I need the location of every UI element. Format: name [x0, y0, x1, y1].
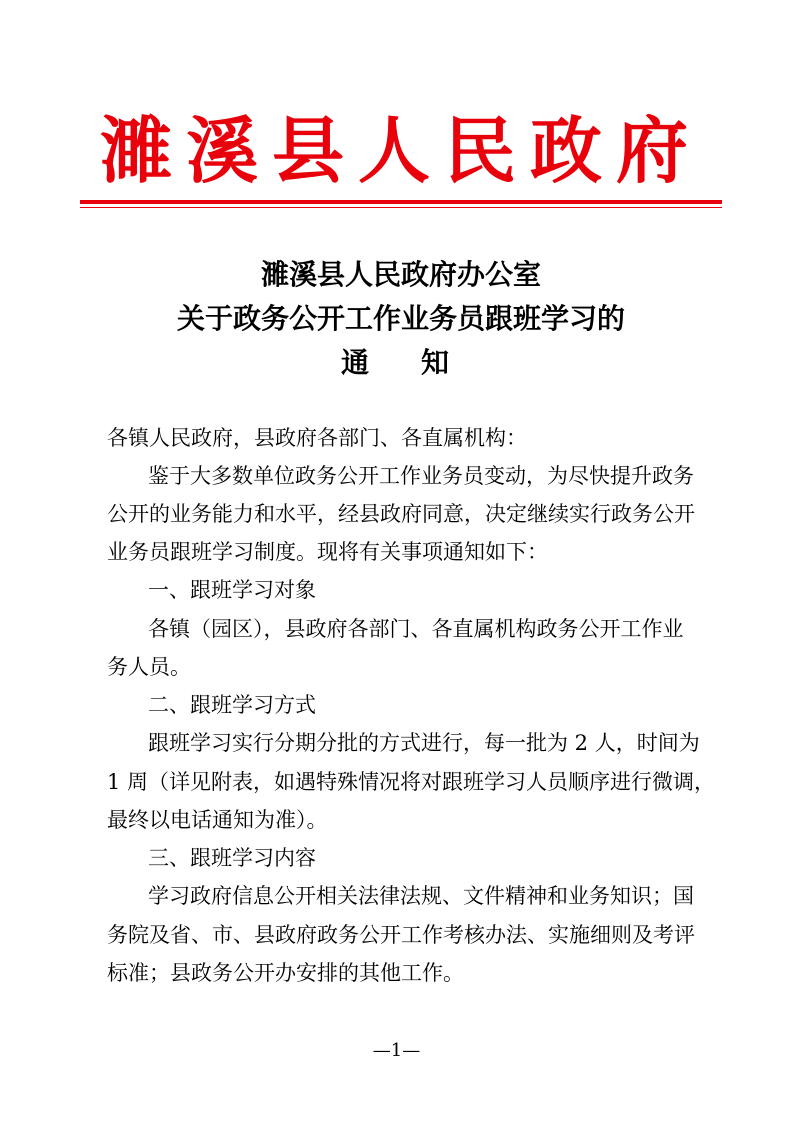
- section-1-line: 务人员。: [107, 655, 191, 679]
- red-separator-thick: [80, 200, 722, 204]
- section-3-line: 学习政府信息公开相关法律法规、文件精神和业务知识；国: [148, 884, 694, 908]
- section-2-line: 1 周（详见附表，如遇特殊情况将对跟班学习人员顺序进行微调，: [107, 770, 716, 794]
- section-1-line: 各镇（园区），县政府各部门、各直属机构政务公开工作业: [148, 617, 684, 641]
- section-3-line: 务院及省、市、县政府政务公开工作考核办法、实施细则及考评: [107, 923, 695, 947]
- document-title-line-3b: 知: [421, 346, 450, 379]
- document-title-line-2: 关于政务公开工作业务员跟班学习的: [176, 302, 625, 335]
- intro-line: 鉴于大多数单位政务公开工作业务员变动，为尽快提升政务: [148, 464, 694, 488]
- intro-line: 业务员跟班学习制度。现将有关事项通知如下：: [107, 540, 548, 564]
- page-number: —1—: [372, 1040, 421, 1061]
- section-heading-3: 三、跟班学习内容: [148, 846, 316, 870]
- salutation: 各镇人民政府，县政府各部门、各直属机构：: [107, 426, 527, 450]
- document-title-line-1: 濉溪县人民政府办公室: [260, 258, 541, 291]
- intro-line: 公开的业务能力和水平，经县政府同意，决定继续实行政务公开: [107, 502, 695, 526]
- section-heading-1: 一、跟班学习对象: [148, 578, 316, 602]
- document-title-line-3a: 通: [341, 346, 370, 379]
- section-heading-2: 二、跟班学习方式: [148, 693, 316, 717]
- section-3-line: 标准；县政务公开办安排的其他工作。: [107, 961, 464, 985]
- section-2-line: 最终以电话通知为准）。: [107, 808, 328, 832]
- section-2-line: 跟班学习实行分期分批的方式进行，每一批为 2 人，时间为: [148, 731, 700, 755]
- issuing-authority-header: 濉溪县人民政府: [99, 109, 702, 193]
- red-separator-thin: [80, 207, 722, 208]
